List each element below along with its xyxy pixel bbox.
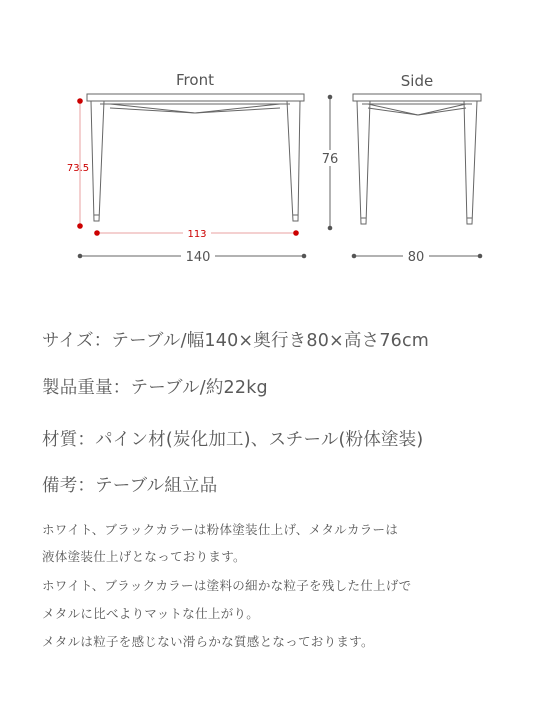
table-dimension-diagram: [0, 0, 544, 290]
spec-size: サイズ：テーブル/幅140×奥行き80×高さ76cm: [42, 331, 430, 351]
side-view-table: [353, 94, 481, 224]
front-view-table: [87, 94, 304, 221]
spec-weight: 製品重量：テーブル/約22kg: [42, 378, 268, 398]
spec-remarks: 備考：テーブル組立品: [42, 476, 218, 496]
spec-material: 材質：パイン材(炭化加工)、スチール(粉体塗装): [42, 430, 424, 450]
front-view-label: Front: [176, 71, 214, 89]
note-line: ホワイト、ブラックカラーは粉体塗装仕上げ、メタルカラーは: [42, 522, 399, 537]
seat-height-value: 73.5: [66, 163, 90, 174]
note-line: 液体塗装仕上げとなっております。: [42, 549, 246, 564]
note-line: メタルは粒子を感じない滑らかな質感となっております。: [42, 634, 374, 649]
side-view-label: Side: [400, 72, 434, 90]
front-width-value: 140: [185, 250, 211, 265]
inner-width-value: 113: [187, 229, 207, 240]
side-width-value: 80: [407, 250, 425, 265]
note-line: ホワイト、ブラックカラーは塗料の細かな粒子を残した仕上げで: [42, 578, 412, 593]
overall-height-value: 76: [321, 152, 339, 167]
note-line: メタルに比べよりマットな仕上がり。: [42, 606, 260, 621]
